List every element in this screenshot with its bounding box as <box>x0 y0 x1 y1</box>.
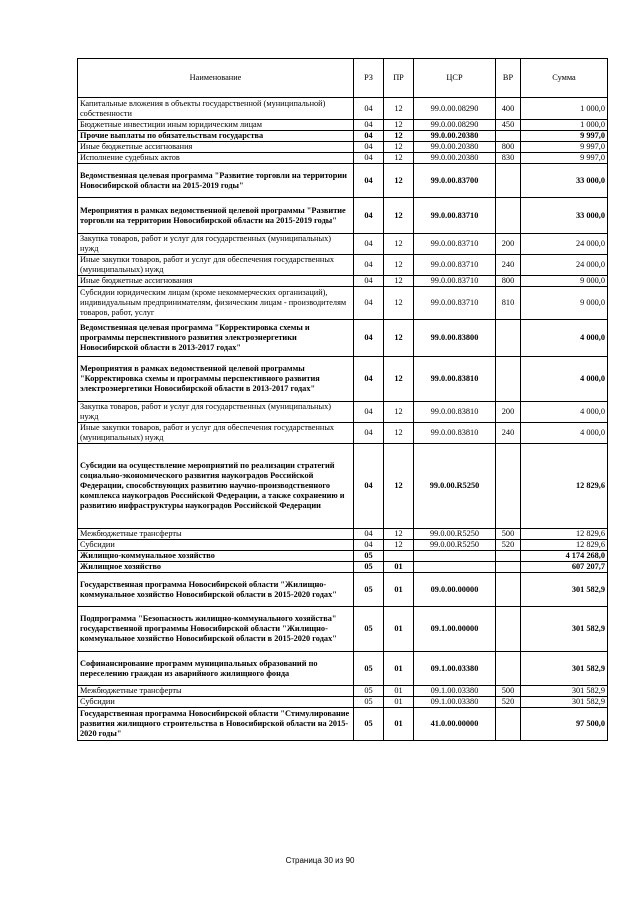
row-sum: 24 000,0 <box>521 234 608 255</box>
row-name: Иные закупки товаров, работ и услуг для обеспечения государственных (муниципальных) нужд <box>78 255 354 276</box>
table-row <box>78 708 608 741</box>
row-pr: 12 <box>384 444 414 529</box>
row-sum: 4 000,0 <box>521 320 608 357</box>
row-vr <box>496 573 521 607</box>
row-name: Мероприятия в рамках ведомственной целевой программы "Корректировка схемы и программы перспективного развития электроэнергетики Новосибирской области в 2013-2017 годах" <box>78 357 354 402</box>
row-rz: 04 <box>354 320 384 357</box>
table-row <box>78 607 608 652</box>
row-csr: 99.0.00.20380 <box>414 142 496 153</box>
row-pr: 01 <box>384 652 414 686</box>
table-row <box>78 98 608 120</box>
row-csr: 99.0.00.08290 <box>414 120 496 131</box>
row-rz: 04 <box>354 198 384 234</box>
table-row <box>78 234 608 255</box>
row-rz: 04 <box>354 529 384 540</box>
row-vr <box>496 551 521 562</box>
row-rz: 05 <box>354 686 384 697</box>
row-pr: 01 <box>384 607 414 652</box>
table-row <box>78 255 608 276</box>
row-name: Ведомственная целевая программа "Корректировка схемы и программы перспективного развития электроэнергетики Новосибирской области в 2013-2017 годах" <box>78 320 354 357</box>
row-rz: 04 <box>354 402 384 423</box>
table-body <box>78 98 608 741</box>
row-rz: 05 <box>354 562 384 573</box>
header-rz: РЗ <box>354 59 384 98</box>
row-name: Подпрограмма "Безопасность жилищно-коммунального хозяйства" государственной программы Новосибирской области "Жилищно-коммунальное хозяйство Новосибирской области в 2015-2020 годах" <box>78 607 354 652</box>
row-pr: 01 <box>384 686 414 697</box>
row-name: Субсидии <box>78 697 354 708</box>
row-name: Исполнение судебных актов <box>78 153 354 164</box>
row-name: Субсидии юридическим лицам (кроме некоммерческих организаций), индивидуальным предпринимателям, физическим лицам - производителям товаров, работ, услуг <box>78 287 354 320</box>
row-pr: 12 <box>384 153 414 164</box>
row-csr: 09.1.00.03380 <box>414 697 496 708</box>
row-rz: 04 <box>354 153 384 164</box>
table-row <box>78 142 608 153</box>
row-sum: 301 582,9 <box>521 697 608 708</box>
row-vr <box>496 562 521 573</box>
row-vr <box>496 708 521 741</box>
row-vr <box>496 131 521 142</box>
row-vr <box>496 320 521 357</box>
row-pr: 12 <box>384 423 414 444</box>
row-name: Ведомственная целевая программа "Развитие торговли на территории Новосибирской области на 2015-2019 годы" <box>78 164 354 198</box>
row-vr <box>496 198 521 234</box>
row-sum: 4 000,0 <box>521 423 608 444</box>
row-sum: 9 997,0 <box>521 153 608 164</box>
row-vr: 500 <box>496 529 521 540</box>
row-vr: 520 <box>496 540 521 551</box>
row-vr: 520 <box>496 697 521 708</box>
row-sum: 9 997,0 <box>521 131 608 142</box>
header-name: Наименование <box>78 59 354 98</box>
row-pr: 12 <box>384 287 414 320</box>
row-pr: 12 <box>384 98 414 120</box>
row-vr: 200 <box>496 234 521 255</box>
row-vr: 800 <box>496 276 521 287</box>
row-sum: 12 829,6 <box>521 529 608 540</box>
row-name: Закупка товаров, работ и услуг для государственных (муниципальных) нужд <box>78 402 354 423</box>
row-vr <box>496 607 521 652</box>
row-rz: 04 <box>354 276 384 287</box>
row-csr: 41.0.00.00000 <box>414 708 496 741</box>
row-sum: 4 000,0 <box>521 402 608 423</box>
row-rz: 04 <box>354 98 384 120</box>
row-vr: 450 <box>496 120 521 131</box>
row-pr: 12 <box>384 529 414 540</box>
row-vr: 500 <box>496 686 521 697</box>
row-name: Субсидии на осуществление мероприятий по реализации стратегий социально-экономического развития наукоградов Российской Федерации, способствующих развитию научно-производственного комплекса наукоградов Российской Федерации, а также сохранению и развитию инфраструктуры наукоградов Российской Федерации <box>78 444 354 529</box>
table-row <box>78 320 608 357</box>
row-rz: 05 <box>354 697 384 708</box>
row-vr: 240 <box>496 255 521 276</box>
table-header-row <box>78 59 608 98</box>
table-row <box>78 131 608 142</box>
row-sum: 9 000,0 <box>521 276 608 287</box>
row-sum: 301 582,9 <box>521 686 608 697</box>
row-csr: 99.0.00.83810 <box>414 402 496 423</box>
table-row <box>78 120 608 131</box>
row-name: Бюджетные инвестиции иным юридическим лицам <box>78 120 354 131</box>
row-csr <box>414 562 496 573</box>
table-row <box>78 529 608 540</box>
row-pr: 12 <box>384 234 414 255</box>
row-pr: 12 <box>384 142 414 153</box>
row-pr: 12 <box>384 131 414 142</box>
table-row <box>78 276 608 287</box>
row-rz: 04 <box>354 255 384 276</box>
row-pr: 12 <box>384 320 414 357</box>
row-rz: 05 <box>354 551 384 562</box>
row-pr: 12 <box>384 402 414 423</box>
row-csr: 09.1.00.00000 <box>414 607 496 652</box>
row-sum: 4 174 268,0 <box>521 551 608 562</box>
row-sum: 607 207,7 <box>521 562 608 573</box>
row-rz: 04 <box>354 120 384 131</box>
row-name: Жилищное хозяйство <box>78 562 354 573</box>
row-name: Иные бюджетные ассигнования <box>78 276 354 287</box>
row-sum: 301 582,9 <box>521 607 608 652</box>
table-row <box>78 287 608 320</box>
row-rz: 04 <box>354 131 384 142</box>
header-csr: ЦСР <box>414 59 496 98</box>
row-rz: 04 <box>354 540 384 551</box>
row-vr: 400 <box>496 98 521 120</box>
row-pr: 12 <box>384 164 414 198</box>
row-name: Государственная программа Новосибирской области "Жилищно-коммунальное хозяйство Новосибирской области в 2015-2020 годах" <box>78 573 354 607</box>
table-row <box>78 153 608 164</box>
row-sum: 33 000,0 <box>521 198 608 234</box>
row-pr: 12 <box>384 357 414 402</box>
row-name: Межбюджетные трансферты <box>78 529 354 540</box>
row-rz: 04 <box>354 164 384 198</box>
row-sum: 9 000,0 <box>521 287 608 320</box>
row-sum: 301 582,9 <box>521 573 608 607</box>
row-rz: 04 <box>354 444 384 529</box>
row-pr: 01 <box>384 708 414 741</box>
row-pr: 12 <box>384 255 414 276</box>
row-pr: 01 <box>384 697 414 708</box>
row-name: Прочие выплаты по обязательствам государства <box>78 131 354 142</box>
row-rz: 05 <box>354 607 384 652</box>
row-rz: 05 <box>354 652 384 686</box>
row-rz: 04 <box>354 423 384 444</box>
row-sum: 1 000,0 <box>521 98 608 120</box>
row-vr: 200 <box>496 402 521 423</box>
row-csr: 99.0.00.83710 <box>414 287 496 320</box>
row-csr: 99.0.00.R5250 <box>414 529 496 540</box>
row-name: Субсидии <box>78 540 354 551</box>
row-vr: 830 <box>496 153 521 164</box>
row-csr: 99.0.00.R5250 <box>414 444 496 529</box>
row-vr <box>496 444 521 529</box>
row-csr: 99.0.00.20380 <box>414 131 496 142</box>
budget-table <box>77 58 608 741</box>
row-name: Иные закупки товаров, работ и услуг для обеспечения государственных (муниципальных) нужд <box>78 423 354 444</box>
row-sum: 97 500,0 <box>521 708 608 741</box>
row-pr <box>384 551 414 562</box>
row-csr: 99.0.00.83700 <box>414 164 496 198</box>
row-rz: 05 <box>354 573 384 607</box>
table-row <box>78 423 608 444</box>
row-sum: 9 997,0 <box>521 142 608 153</box>
row-pr: 12 <box>384 120 414 131</box>
header-sum: Сумма <box>521 59 608 98</box>
table-row <box>78 164 608 198</box>
row-csr: 09.1.00.03380 <box>414 686 496 697</box>
table-row <box>78 562 608 573</box>
row-sum: 12 829,6 <box>521 444 608 529</box>
table-row <box>78 198 608 234</box>
row-csr: 99.0.00.83800 <box>414 320 496 357</box>
row-vr: 810 <box>496 287 521 320</box>
row-rz: 04 <box>354 142 384 153</box>
row-sum: 12 829,6 <box>521 540 608 551</box>
table-row <box>78 697 608 708</box>
row-name: Государственная программа Новосибирской области "Стимулирование развития жилищного строительства в Новосибирской области на 2015-2020 годы" <box>78 708 354 741</box>
row-rz: 04 <box>354 287 384 320</box>
row-vr: 240 <box>496 423 521 444</box>
row-rz: 04 <box>354 357 384 402</box>
table-row <box>78 402 608 423</box>
row-pr: 12 <box>384 540 414 551</box>
row-name: Жилищно-коммунальное хозяйство <box>78 551 354 562</box>
row-csr: 99.0.00.83810 <box>414 357 496 402</box>
row-sum: 1 000,0 <box>521 120 608 131</box>
row-csr: 99.0.00.83710 <box>414 255 496 276</box>
row-vr <box>496 357 521 402</box>
row-csr: 99.0.00.R5250 <box>414 540 496 551</box>
table-row <box>78 444 608 529</box>
row-sum: 24 000,0 <box>521 255 608 276</box>
row-rz: 05 <box>354 708 384 741</box>
row-name: Закупка товаров, работ и услуг для государственных (муниципальных) нужд <box>78 234 354 255</box>
table-row <box>78 540 608 551</box>
row-csr: 99.0.00.08290 <box>414 98 496 120</box>
header-pr: ПР <box>384 59 414 98</box>
row-csr: 99.0.00.20380 <box>414 153 496 164</box>
table-row <box>78 573 608 607</box>
row-pr: 01 <box>384 573 414 607</box>
row-csr <box>414 551 496 562</box>
row-csr: 99.0.00.83710 <box>414 198 496 234</box>
row-pr: 12 <box>384 276 414 287</box>
row-name: Межбюджетные трансферты <box>78 686 354 697</box>
row-sum: 4 000,0 <box>521 357 608 402</box>
row-vr: 800 <box>496 142 521 153</box>
row-vr <box>496 164 521 198</box>
row-pr: 12 <box>384 198 414 234</box>
row-csr: 09.1.00.03380 <box>414 652 496 686</box>
table-row <box>78 686 608 697</box>
row-name: Капитальные вложения в объекты государственной (муниципальной) собственности <box>78 98 354 120</box>
row-csr: 09.0.00.00000 <box>414 573 496 607</box>
row-sum: 301 582,9 <box>521 652 608 686</box>
row-rz: 04 <box>354 234 384 255</box>
row-name: Мероприятия в рамках ведомственной целевой программы "Развитие торговли на территории Новосибирской области на 2015-2019 годы" <box>78 198 354 234</box>
row-name: Софинансирование программ муниципальных образований по переселению граждан из аварийного жилищного фонда <box>78 652 354 686</box>
table-row <box>78 551 608 562</box>
row-vr <box>496 652 521 686</box>
table-row <box>78 357 608 402</box>
row-pr: 01 <box>384 562 414 573</box>
table-row <box>78 652 608 686</box>
page-number: Страница 30 из 90 <box>285 856 355 865</box>
header-vr: ВР <box>496 59 521 98</box>
row-csr: 99.0.00.83810 <box>414 423 496 444</box>
row-name: Иные бюджетные ассигнования <box>78 142 354 153</box>
row-csr: 99.0.00.83710 <box>414 234 496 255</box>
row-csr: 99.0.00.83710 <box>414 276 496 287</box>
row-sum: 33 000,0 <box>521 164 608 198</box>
